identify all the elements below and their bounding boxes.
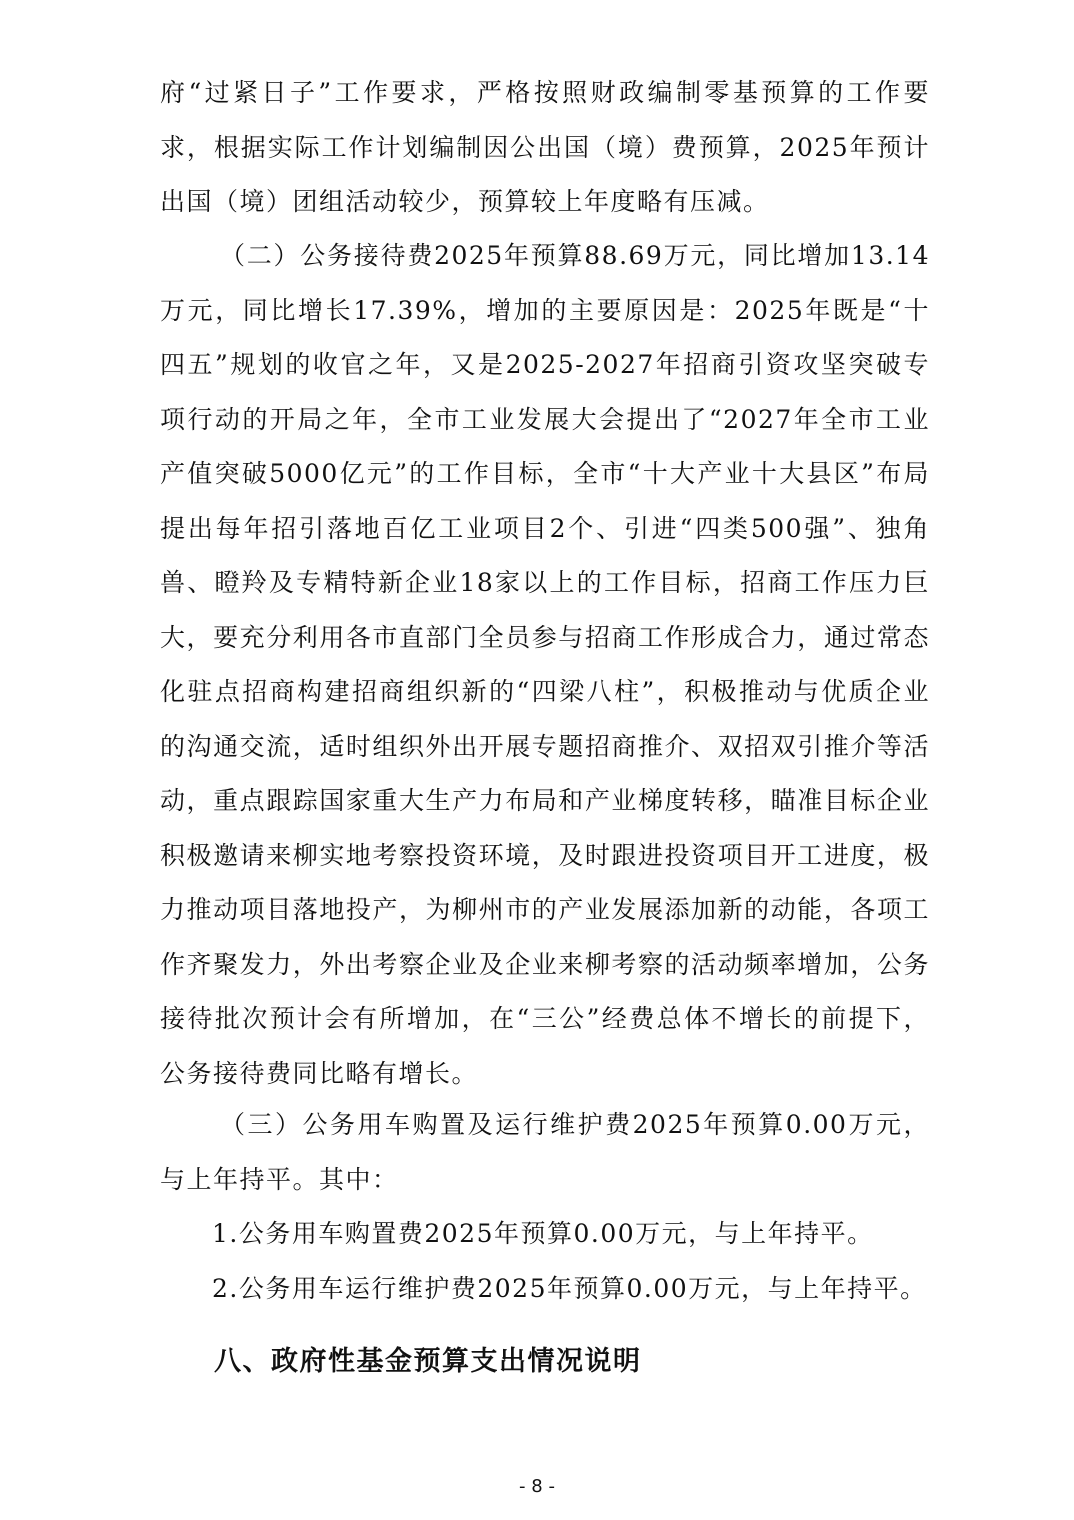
- page-number: - 8 -: [519, 1476, 555, 1497]
- list-item-vehicle-purchase: 1.公务用车购置费2025年预算0.00万元，与上年持平。: [212, 1219, 874, 1248]
- paragraph-outbound-travel-cont: 府“过紧日子”工作要求，严格按照财政编制零基预算的工作要求，根据实际工作计划编制因公出国（境）费预算，2025年预计出国（境）团组活动较少，预算较上年度略有压减。: [160, 78, 930, 216]
- paragraph-vehicle-fee: （三）公务用车购置及运行维护费2025年预算0.00万元，与上年持平。其中：: [160, 1110, 930, 1194]
- paragraph-reception-fee: （二）公务接待费2025年预算88.69万元，同比增加13.14万元，同比增长17.39%，增加的主要原因是：2025年既是“十四五”规划的收官之年，又是2025-2027年招商引资攻坚突破专项行动的开局之年，全市工业发展大会提出了“2027年全市工业产值突破5000亿元”的工作目标，全市“十大产业十大县区”布局提出每年招引落地百亿工业项目2个、引进“四类500强”、独角兽、瞪羚及专精特新企业18家以上的工作目标，招商工作压力巨大，要充分利用各市直部门全员参与招商工作形成合力，通过常态化驻点招商构建招商组织新的“四梁八柱”，积极推动与优质企业的沟通交流，适时组织外出开展专题招商推介、双招双引推介等活动，重点跟踪国家重大生产力布局和产业梯度转移，瞄准目标企业积极邀请来柳实地考察投资环境，及时跟进投资项目开工进度，极力推动项目落地投产，为柳州市的产业发展添加新的动能，各项工作齐聚发力，外出考察企业及企业来柳考察的活动频率增加，公务接待批次预计会有所增加，在“三公”经费总体不增长的前提下，公务接待费同比略有增长。: [160, 241, 930, 1088]
- list-item-vehicle-maintenance: 2.公务用车运行维护费2025年预算0.00万元，与上年持平。: [212, 1274, 927, 1303]
- section-heading: 八、政府性基金预算支出情况说明: [214, 1346, 642, 1377]
